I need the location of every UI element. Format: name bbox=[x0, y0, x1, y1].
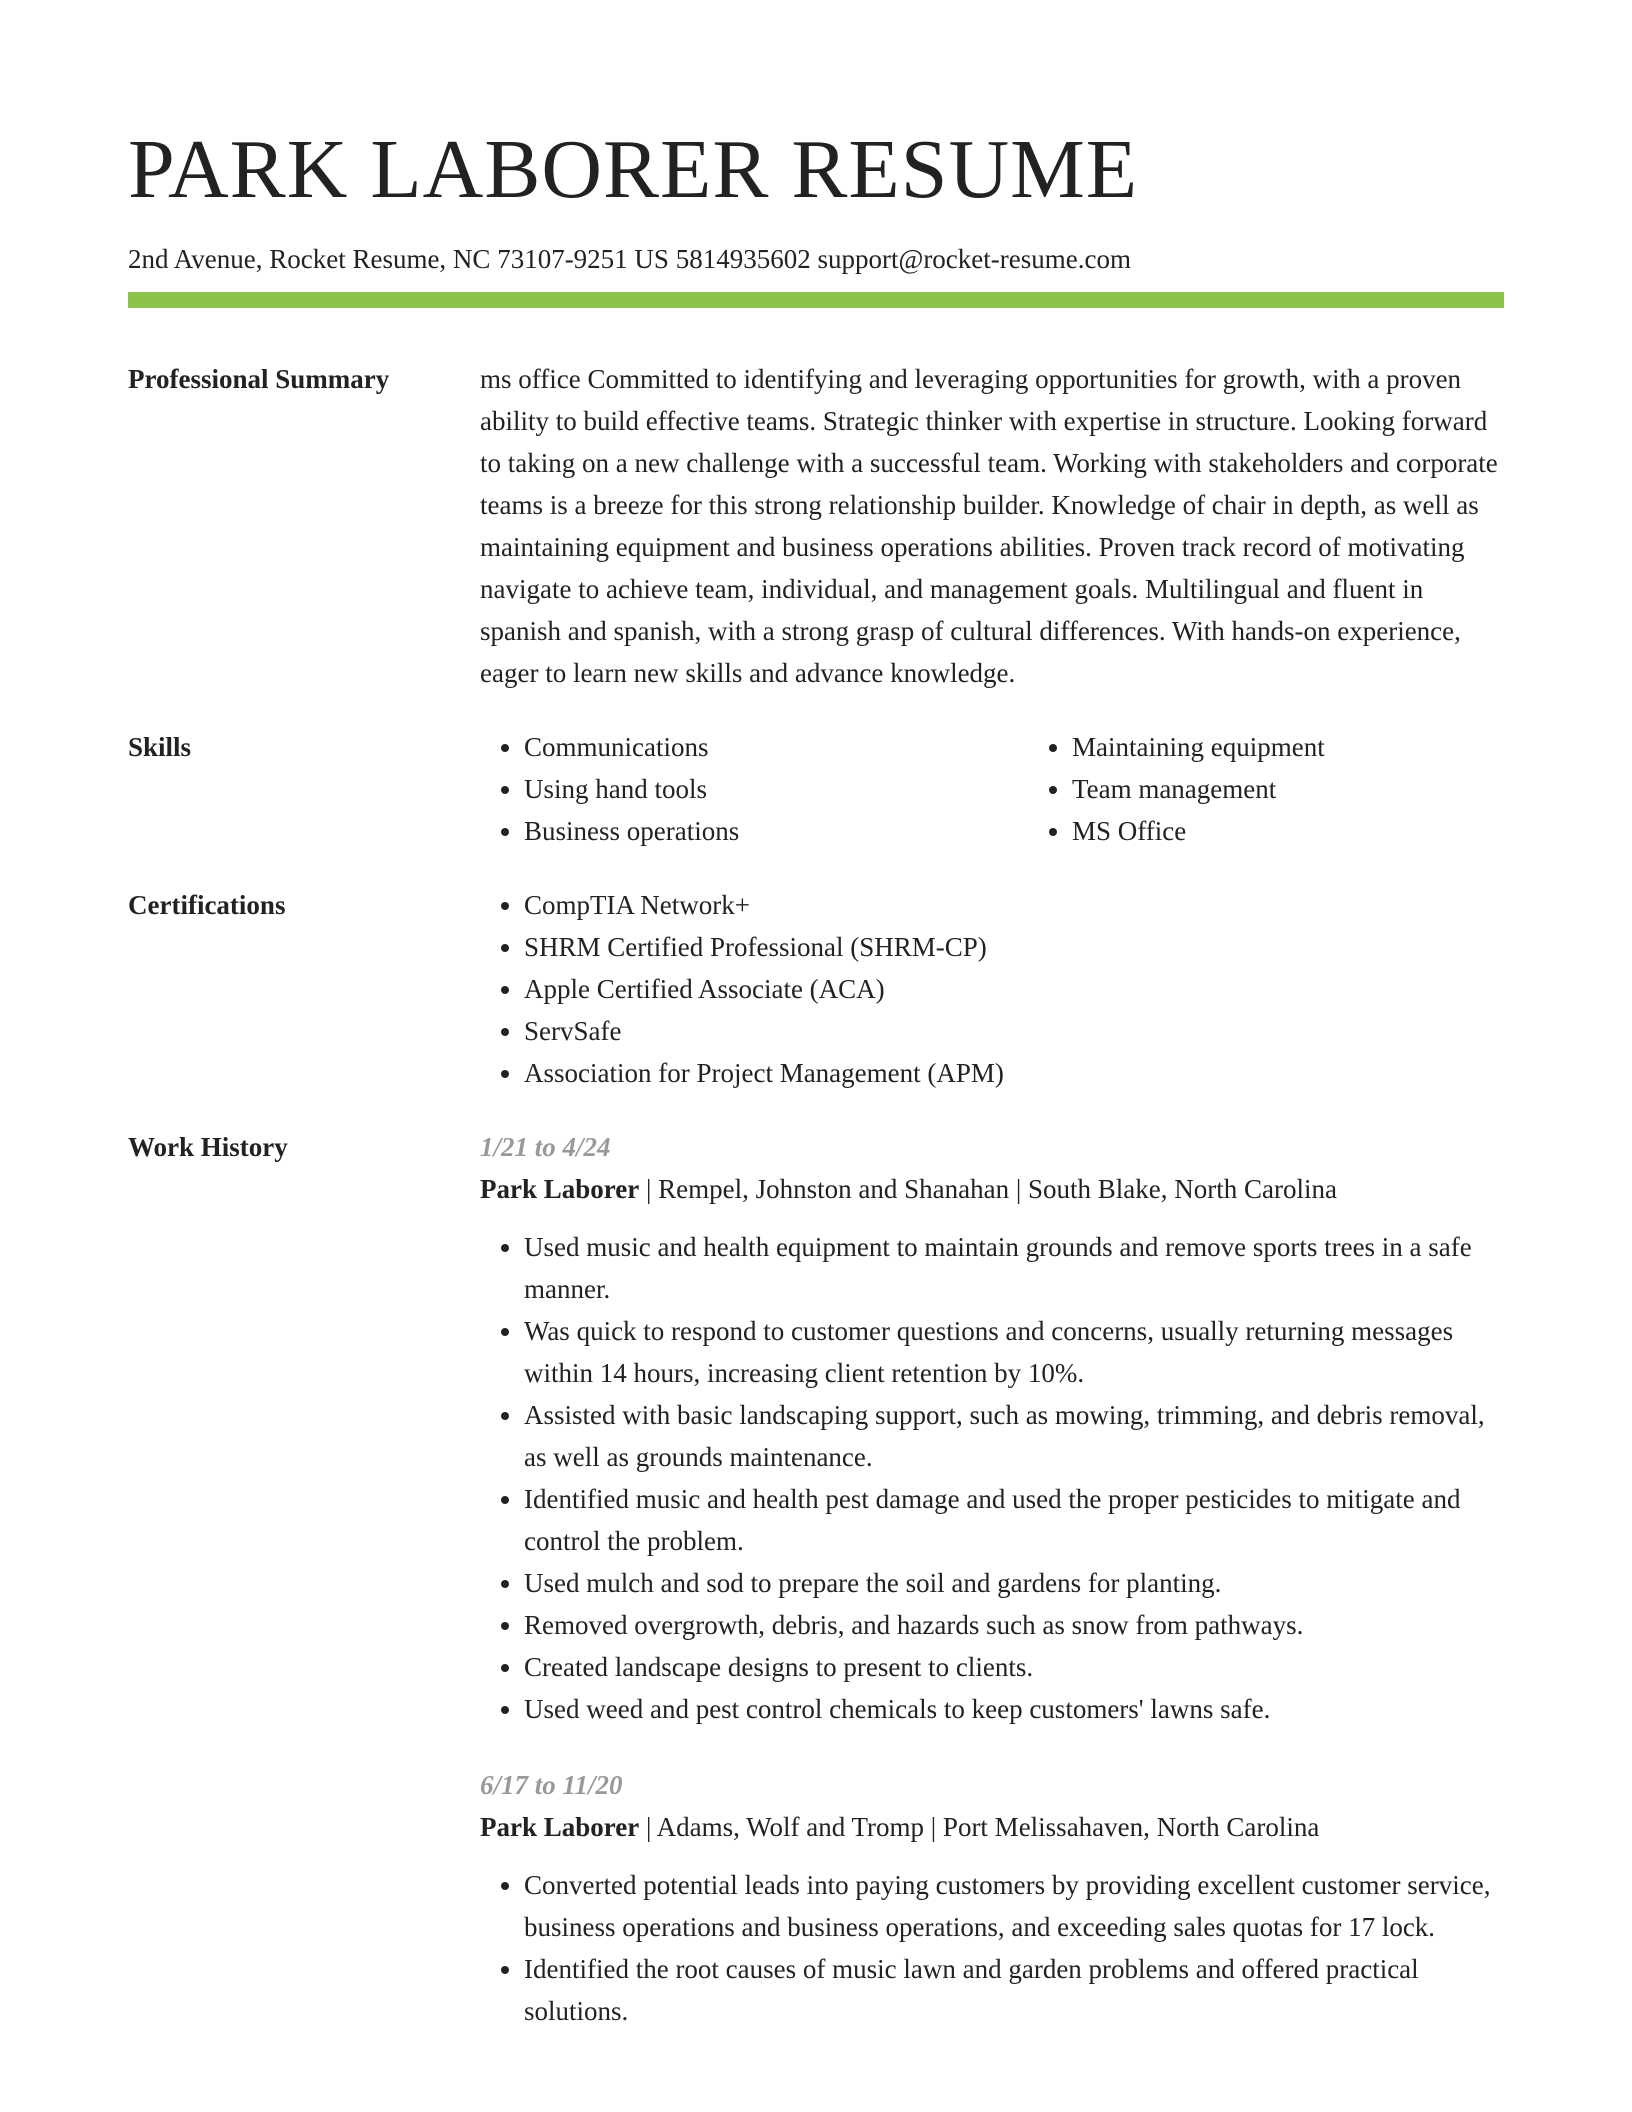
job-title: Park Laborer bbox=[480, 1812, 640, 1842]
professional-summary-section bbox=[128, 358, 1504, 694]
certification-item: • ServSafe bbox=[524, 1010, 1504, 1052]
job-bullet: • Removed overgrowth, debris, and hazards such as snow from pathways. bbox=[524, 1604, 1504, 1646]
skill-item: • Business operations bbox=[524, 810, 984, 852]
skills-list-right bbox=[1028, 726, 1532, 852]
section-label-skills: Skills bbox=[128, 732, 192, 762]
skill-item: • MS Office bbox=[1072, 810, 1532, 852]
job-heading bbox=[480, 1806, 1504, 1848]
job-separator: | bbox=[924, 1812, 943, 1842]
certification-item: • CompTIA Network+ bbox=[524, 884, 1504, 926]
job-heading bbox=[480, 1168, 1504, 1210]
skill-item: • Maintaining equipment bbox=[1072, 726, 1532, 768]
job-dates: 6/17 to 11/20 bbox=[480, 1770, 623, 1800]
job-dates: 1/21 to 4/24 bbox=[480, 1132, 611, 1162]
job-bullet-list bbox=[480, 1226, 1504, 1730]
job-separator: | bbox=[639, 1812, 657, 1842]
skills-list-left bbox=[480, 726, 984, 852]
certifications-section bbox=[128, 884, 1504, 1094]
skill-item: • Communications bbox=[524, 726, 984, 768]
job-separator: | bbox=[639, 1174, 659, 1204]
resume-page bbox=[128, 0, 1504, 2032]
job-location: Port Melissahaven, North Carolina bbox=[942, 1812, 1320, 1842]
job-bullet: • Identified music and health pest damage and used the proper pesticides to mitigate and control the problem. bbox=[524, 1478, 1504, 1562]
contact-line: 2nd Avenue, Rocket Resume, NC 73107-9251 US 5814935602 support@rocket-resume.com bbox=[128, 244, 1131, 274]
job-entry bbox=[480, 1764, 1504, 2032]
job-bullet: • Used music and health equipment to maintain grounds and remove sports trees in a safe manner. bbox=[524, 1226, 1504, 1310]
skills-section bbox=[128, 726, 1504, 852]
skill-item: • Using hand tools bbox=[524, 768, 984, 810]
resume-title: PARK LABORER RESUME bbox=[128, 123, 1139, 216]
job-bullet: • Converted potential leads into paying customers by providing excellent customer service, business operations and business operations, and exceeding sales quotas for 17 lock. bbox=[524, 1864, 1504, 1948]
job-company: Rempel, Johnston and Shanahan bbox=[658, 1174, 1010, 1204]
section-label-work-history: Work History bbox=[128, 1132, 288, 1162]
certification-item: • SHRM Certified Professional (SHRM-CP) bbox=[524, 926, 1504, 968]
certification-item: • Association for Project Management (APM) bbox=[524, 1052, 1504, 1094]
certification-item: • Apple Certified Associate (ACA) bbox=[524, 968, 1504, 1010]
job-title: Park Laborer bbox=[480, 1174, 640, 1204]
skill-item: • Team management bbox=[1072, 768, 1532, 810]
certifications-list bbox=[480, 884, 1504, 1094]
job-location: South Blake, North Carolina bbox=[1028, 1174, 1337, 1204]
job-bullet-list bbox=[480, 1864, 1504, 2032]
job-company: Adams, Wolf and Tromp bbox=[656, 1812, 925, 1842]
job-bullet: • Assisted with basic landscaping support, such as mowing, trimming, and debris removal, as well as grounds maintenance. bbox=[524, 1394, 1504, 1478]
section-label-certifications: Certifications bbox=[128, 890, 286, 920]
job-bullet: • Was quick to respond to customer questions and concerns, usually returning messages within 14 hours, increasing client retention by 10%. bbox=[524, 1310, 1504, 1394]
job-bullet: • Used weed and pest control chemicals to keep customers' lawns safe. bbox=[524, 1688, 1504, 1730]
job-separator: | bbox=[1009, 1174, 1028, 1204]
job-bullet: • Created landscape designs to present to clients. bbox=[524, 1646, 1504, 1688]
work-history-section bbox=[128, 1126, 1504, 2032]
job-bullet: • Identified the root causes of music lawn and garden problems and offered practical solutions. bbox=[524, 1948, 1504, 2032]
section-label-summary: Professional Summary bbox=[128, 364, 390, 394]
accent-divider bbox=[128, 292, 1504, 308]
job-bullet: • Used mulch and sod to prepare the soil and gardens for planting. bbox=[524, 1562, 1504, 1604]
summary-text: ms office Committed to identifying and leveraging opportunities for growth, with a proven ability to build effective teams. Strategic thinker with expertise in structure. Looking forward to taking on a new challenge with a successful team. Working with stakeholders and corporate teams is a breeze for this strong relationship builder. Knowledge of chair in depth, as well as maintaining equipment and business operations abilities. Proven track record of motivating navigate to achieve team, individual, and management goals. Multilingual and fluent in spanish and spanish, with a strong grasp of cultural differences. With hands-on experience, eager to learn new skills and advance knowledge. bbox=[480, 364, 1498, 688]
job-entry bbox=[480, 1126, 1504, 1730]
